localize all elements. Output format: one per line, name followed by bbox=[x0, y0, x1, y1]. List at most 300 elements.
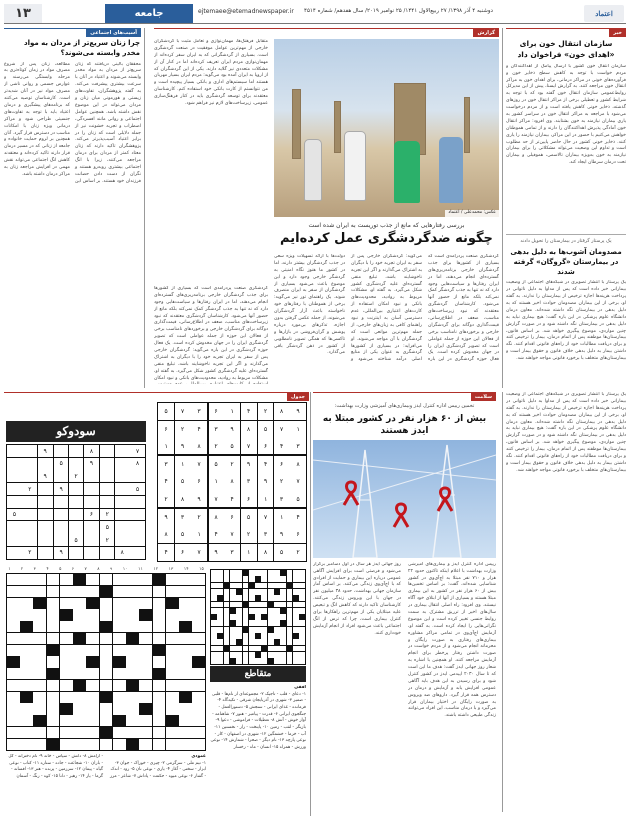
crossword-cell[interactable] bbox=[113, 645, 126, 656]
crossword-cell[interactable] bbox=[47, 574, 60, 585]
crossword-cell[interactable] bbox=[126, 727, 139, 738]
crossword-cell[interactable] bbox=[47, 680, 60, 691]
crossword-cell[interactable] bbox=[47, 586, 60, 597]
sudoku-cell[interactable] bbox=[22, 470, 37, 482]
crossword-cell[interactable] bbox=[33, 645, 46, 656]
crossword-cell[interactable] bbox=[153, 656, 166, 667]
crossword-cell[interactable] bbox=[192, 703, 205, 714]
sudoku-cell[interactable]: ۹ bbox=[53, 483, 68, 495]
crossword-cell[interactable] bbox=[192, 609, 205, 620]
crossword-block bbox=[217, 595, 223, 601]
crossword-cell[interactable] bbox=[7, 609, 20, 620]
crossword-cell[interactable] bbox=[73, 727, 86, 738]
crossword-answer-cell bbox=[211, 595, 217, 601]
crossword-cell[interactable] bbox=[73, 621, 86, 632]
crossword-block bbox=[113, 715, 126, 726]
crossword-cell[interactable] bbox=[179, 645, 192, 656]
crossword-cell[interactable] bbox=[7, 633, 20, 644]
crossword-cell[interactable] bbox=[113, 727, 126, 738]
section-email[interactable]: ejtemaee@etemadnewspaper.ir bbox=[198, 8, 294, 15]
crossword-cell[interactable] bbox=[86, 727, 99, 738]
crossword-cell[interactable] bbox=[166, 668, 179, 679]
crossword-cell[interactable] bbox=[86, 692, 99, 703]
crossword-cell[interactable] bbox=[47, 633, 60, 644]
crossword-block bbox=[60, 703, 73, 714]
crossword-cell[interactable] bbox=[139, 656, 152, 667]
crossword-cell[interactable] bbox=[139, 645, 152, 656]
crossword-cell[interactable] bbox=[113, 739, 126, 750]
crossword-cell[interactable] bbox=[86, 633, 99, 644]
crossword-cell[interactable] bbox=[100, 633, 113, 644]
crossword-cell[interactable] bbox=[179, 739, 192, 750]
crossword-cell[interactable] bbox=[100, 656, 113, 667]
crossword-cell[interactable] bbox=[7, 715, 20, 726]
crossword-cell[interactable] bbox=[126, 715, 139, 726]
crossword-cell[interactable] bbox=[179, 656, 192, 667]
crossword-cell[interactable] bbox=[20, 703, 33, 714]
crossword-cell[interactable] bbox=[179, 574, 192, 585]
crossword-cell[interactable] bbox=[179, 586, 192, 597]
crossword-cell[interactable] bbox=[153, 715, 166, 726]
crossword-cell[interactable] bbox=[153, 586, 166, 597]
crossword-cell[interactable] bbox=[166, 633, 179, 644]
crossword-cell[interactable] bbox=[113, 703, 126, 714]
crossword-cell[interactable] bbox=[153, 633, 166, 644]
sudoku-cell[interactable] bbox=[115, 509, 130, 521]
crossword-cell[interactable] bbox=[100, 739, 113, 750]
crossword-answer-cell bbox=[230, 589, 236, 595]
crossword-cell[interactable] bbox=[166, 727, 179, 738]
sudoku-cell[interactable] bbox=[84, 521, 99, 533]
crossword-cell[interactable] bbox=[153, 621, 166, 632]
sudoku-cell[interactable] bbox=[7, 496, 22, 508]
crossword-cell[interactable] bbox=[139, 668, 152, 679]
crossword-cell[interactable] bbox=[179, 727, 192, 738]
crossword-cell[interactable] bbox=[73, 668, 86, 679]
crossword-cell[interactable] bbox=[166, 680, 179, 691]
sudoku-cell[interactable] bbox=[130, 496, 145, 508]
crossword-cell[interactable] bbox=[20, 680, 33, 691]
sudoku-cell[interactable]: ۸ bbox=[115, 547, 130, 559]
crossword-cell[interactable] bbox=[7, 692, 20, 703]
sudoku-cell[interactable] bbox=[53, 509, 68, 521]
crossword-cell[interactable] bbox=[113, 668, 126, 679]
crossword-cell[interactable] bbox=[7, 574, 20, 585]
crossword-cell[interactable] bbox=[73, 703, 86, 714]
crossword-block bbox=[47, 668, 60, 679]
crossword-cell[interactable] bbox=[60, 680, 73, 691]
crossword-answer-cell bbox=[243, 652, 249, 658]
sudoku-cell[interactable]: ۹ bbox=[38, 445, 53, 457]
sudoku-cell[interactable]: ۲ bbox=[22, 547, 37, 559]
crossword-cell[interactable] bbox=[20, 633, 33, 644]
crossword-cell[interactable] bbox=[33, 692, 46, 703]
crossword-cell[interactable] bbox=[192, 739, 205, 750]
crossword-cell[interactable] bbox=[113, 609, 126, 620]
crossword-cell[interactable] bbox=[113, 574, 126, 585]
crossword-cell[interactable] bbox=[33, 703, 46, 714]
sudoku-cell[interactable] bbox=[130, 521, 145, 533]
crossword-cell[interactable] bbox=[192, 645, 205, 656]
crossword-cell[interactable] bbox=[166, 609, 179, 620]
crossword-cell[interactable] bbox=[33, 727, 46, 738]
sudoku-cell[interactable] bbox=[69, 483, 84, 495]
crossword-cell[interactable] bbox=[20, 739, 33, 750]
hospital-body-continued: یک پرستار با انتشار تصویری در شبکه‌های اجتماعی از وضعیت بیمارانی خبر داده است که پس از مداوا به دلیل ناتوانی در پرداخت هزینه‌ها اجازه ترخیص از بیمارستان را ندارند. به گفته او، برخی از این بیماران مصدومان حوادث اخیر هستند که به دلیل بدهی در بیمارستان نگه داشته شده‌اند. معاون درمان دانشگاه علوم پزشکی در این باره گفت: هیچ بیماری نباید به دلیل بدهی در بیمارستان نگه داشته شود و در صورت گزارش چنین مواردی، موضوع پیگیری خواهد شد. بر اساس قانون، بیمارستان‌ها موظفند پس از اتمام درمان، بیمار را ترخیص کنند و برای دریافت مطالبات خود از راه‌های قانونی اقدام کنند. نگه داشتن بیمار به دلیل بدهی خلاف قانون و حقوق بیمار است و بیمارستان‌های متخلف با برخورد قانونی مواجه خواهند شد. bbox=[506, 392, 626, 473]
crossword-cell[interactable] bbox=[153, 692, 166, 703]
crossword-cell[interactable] bbox=[47, 715, 60, 726]
sudoku-cell[interactable] bbox=[22, 509, 37, 521]
crossword-cell[interactable] bbox=[166, 621, 179, 632]
crossword-cell[interactable] bbox=[166, 692, 179, 703]
crossword-cell[interactable] bbox=[73, 598, 86, 609]
sudoku-cell[interactable] bbox=[84, 483, 99, 495]
crossword-block bbox=[166, 598, 179, 609]
crossword-grid[interactable] bbox=[6, 573, 206, 751]
crossword-cell[interactable] bbox=[166, 645, 179, 656]
sudoku-cell[interactable] bbox=[7, 445, 22, 457]
crossword-cell[interactable] bbox=[126, 609, 139, 620]
sudoku-cell[interactable] bbox=[84, 547, 99, 559]
sudoku-cell[interactable] bbox=[38, 483, 53, 495]
crossword-cell[interactable] bbox=[126, 668, 139, 679]
sudoku-cell[interactable]: ۸ bbox=[84, 445, 99, 457]
crossword-cell[interactable] bbox=[33, 574, 46, 585]
crossword-cell[interactable] bbox=[33, 609, 46, 620]
crossword-cell[interactable] bbox=[113, 586, 126, 597]
sudoku-cell: ۳ bbox=[191, 403, 207, 420]
crossword-answer-cell bbox=[217, 589, 223, 595]
sudoku-cell[interactable] bbox=[115, 521, 130, 533]
crossword-cell[interactable] bbox=[60, 621, 73, 632]
crossword-cell[interactable] bbox=[60, 574, 73, 585]
sudoku-cell[interactable] bbox=[99, 445, 114, 457]
crossword-cell[interactable] bbox=[7, 621, 20, 632]
crossword-cell[interactable] bbox=[153, 727, 166, 738]
sudoku-cell[interactable] bbox=[38, 458, 53, 470]
crossword-cell[interactable] bbox=[126, 645, 139, 656]
crossword-cell[interactable] bbox=[139, 692, 152, 703]
crossword-cell[interactable] bbox=[20, 715, 33, 726]
crossword-cell[interactable] bbox=[60, 633, 73, 644]
sudoku-cell[interactable] bbox=[7, 483, 22, 495]
crossword-cell[interactable] bbox=[20, 645, 33, 656]
crossword-cell[interactable] bbox=[166, 574, 179, 585]
sudoku-cell[interactable]: ۵ bbox=[69, 534, 84, 546]
crossword-cell[interactable] bbox=[100, 598, 113, 609]
crossword-cell[interactable] bbox=[153, 609, 166, 620]
crossword-cell[interactable] bbox=[7, 703, 20, 714]
crossword-cell[interactable] bbox=[100, 715, 113, 726]
crossword-cell[interactable] bbox=[192, 633, 205, 644]
sudoku-cell[interactable]: ۹ bbox=[84, 458, 99, 470]
crossword-cell[interactable] bbox=[100, 574, 113, 585]
crossword-answer-cell bbox=[261, 627, 267, 633]
sudoku-cell[interactable] bbox=[130, 547, 145, 559]
sudoku-cell[interactable] bbox=[38, 547, 53, 559]
crossword-cell[interactable] bbox=[7, 739, 20, 750]
crossword-cell[interactable] bbox=[20, 609, 33, 620]
crossword-cell[interactable] bbox=[126, 692, 139, 703]
crossword-answer-cell bbox=[211, 589, 217, 595]
sudoku-cell[interactable] bbox=[115, 483, 130, 495]
sudoku-cell[interactable] bbox=[22, 458, 37, 470]
sudoku-cell[interactable] bbox=[84, 496, 99, 508]
crossword-cell[interactable] bbox=[153, 703, 166, 714]
crossword-cell[interactable] bbox=[153, 739, 166, 750]
crossword-cell[interactable] bbox=[73, 645, 86, 656]
sudoku-cell[interactable]: ۵ bbox=[7, 509, 22, 521]
crossword-cell[interactable] bbox=[60, 656, 73, 667]
crossword-cell[interactable] bbox=[192, 727, 205, 738]
sudoku-cell: ۶ bbox=[175, 544, 191, 561]
crossword-cell[interactable] bbox=[179, 703, 192, 714]
crossword-cell[interactable] bbox=[100, 609, 113, 620]
crossword-cell[interactable] bbox=[20, 586, 33, 597]
crossword-cell[interactable] bbox=[139, 715, 152, 726]
sudoku-cell[interactable] bbox=[38, 496, 53, 508]
crossword-cell[interactable] bbox=[179, 609, 192, 620]
crossword-cell[interactable] bbox=[192, 715, 205, 726]
sudoku-cell[interactable]: ۹ bbox=[53, 547, 68, 559]
sudoku-cell[interactable] bbox=[22, 496, 37, 508]
crossword-answer-cell bbox=[230, 570, 236, 576]
crossword-cell[interactable] bbox=[33, 739, 46, 750]
sudoku-cell[interactable]: ۹ bbox=[38, 470, 53, 482]
crossword-cell[interactable] bbox=[60, 668, 73, 679]
sudoku-cell[interactable] bbox=[22, 445, 37, 457]
crossword-cell[interactable] bbox=[7, 727, 20, 738]
crossword-cell[interactable] bbox=[60, 645, 73, 656]
crossword-cell[interactable] bbox=[126, 586, 139, 597]
crossword-cell[interactable] bbox=[126, 598, 139, 609]
crossword-cell[interactable] bbox=[33, 680, 46, 691]
crossword-cell[interactable] bbox=[100, 703, 113, 714]
crossword-cell[interactable] bbox=[113, 633, 126, 644]
sudoku-cell[interactable] bbox=[99, 483, 114, 495]
sudoku-cell[interactable] bbox=[69, 521, 84, 533]
sudoku-cell[interactable]: ۷ bbox=[130, 445, 145, 457]
crossword-cell[interactable] bbox=[86, 739, 99, 750]
crossword-cell[interactable] bbox=[7, 645, 20, 656]
crossword-cell[interactable] bbox=[166, 586, 179, 597]
crossword-cell[interactable] bbox=[139, 680, 152, 691]
crossword-cell[interactable] bbox=[20, 656, 33, 667]
crossword-block bbox=[280, 570, 286, 576]
crossword-cell[interactable] bbox=[126, 574, 139, 585]
sudoku-cell[interactable] bbox=[22, 534, 37, 546]
crossword-cell[interactable] bbox=[73, 586, 86, 597]
crossword-cell[interactable] bbox=[192, 598, 205, 609]
crossword-cell[interactable] bbox=[192, 586, 205, 597]
sudoku-cell[interactable] bbox=[38, 509, 53, 521]
crossword-cell[interactable] bbox=[7, 680, 20, 691]
sudoku-cell[interactable] bbox=[130, 509, 145, 521]
crossword-cell[interactable] bbox=[139, 727, 152, 738]
crossword-cell[interactable] bbox=[60, 715, 73, 726]
crossword-cell[interactable] bbox=[100, 668, 113, 679]
crossword-cell[interactable] bbox=[47, 727, 60, 738]
sudoku-cell[interactable] bbox=[38, 521, 53, 533]
crossword-cell[interactable] bbox=[86, 703, 99, 714]
sudoku-cell[interactable] bbox=[130, 470, 145, 482]
crossword-cell[interactable] bbox=[192, 574, 205, 585]
crossword-cell[interactable] bbox=[139, 633, 152, 644]
crossword-cell[interactable] bbox=[113, 680, 126, 691]
crossword-cell[interactable] bbox=[139, 586, 152, 597]
crossword-cell[interactable] bbox=[86, 645, 99, 656]
sudoku-cell[interactable] bbox=[99, 496, 114, 508]
crossword-cell[interactable] bbox=[73, 692, 86, 703]
sudoku-cell: ۸ bbox=[158, 526, 174, 543]
crossword-cell[interactable] bbox=[86, 609, 99, 620]
crossword-cell[interactable] bbox=[166, 703, 179, 714]
crossword-cell[interactable] bbox=[60, 586, 73, 597]
sudoku-cell[interactable] bbox=[115, 470, 130, 482]
crossword-cell[interactable] bbox=[20, 574, 33, 585]
crossword-cell[interactable] bbox=[73, 609, 86, 620]
crossword-cell[interactable] bbox=[153, 680, 166, 691]
sudoku-cell[interactable]: ۶ bbox=[84, 509, 99, 521]
crossword-cell[interactable] bbox=[20, 727, 33, 738]
sudoku-cell[interactable] bbox=[115, 458, 130, 470]
sudoku-cell[interactable] bbox=[53, 445, 68, 457]
crossword-cell[interactable] bbox=[47, 621, 60, 632]
crossword-cell[interactable] bbox=[192, 692, 205, 703]
crossword-cell[interactable] bbox=[113, 621, 126, 632]
crossword-cell[interactable] bbox=[126, 703, 139, 714]
crossword-cell[interactable] bbox=[86, 574, 99, 585]
crossword-cell[interactable] bbox=[179, 668, 192, 679]
crossword-answer-cell bbox=[299, 602, 305, 608]
sudoku-cell[interactable] bbox=[53, 534, 68, 546]
crossword-cell[interactable] bbox=[86, 680, 99, 691]
crossword-cell[interactable] bbox=[47, 692, 60, 703]
crossword-cell[interactable] bbox=[179, 633, 192, 644]
crossword-cell[interactable] bbox=[179, 680, 192, 691]
sudoku-cell[interactable] bbox=[84, 534, 99, 546]
crossword-cell[interactable] bbox=[86, 715, 99, 726]
crossword-cell[interactable] bbox=[47, 609, 60, 620]
sudoku-cell[interactable] bbox=[69, 445, 84, 457]
sudoku-cell[interactable] bbox=[69, 547, 84, 559]
crossword-cell[interactable] bbox=[73, 739, 86, 750]
crossword-cell[interactable] bbox=[86, 586, 99, 597]
sudoku-cell[interactable] bbox=[69, 496, 84, 508]
crossword-cell[interactable] bbox=[139, 598, 152, 609]
crossword-cell[interactable] bbox=[153, 598, 166, 609]
sudoku-cell[interactable]: ۲ bbox=[99, 509, 114, 521]
crossword-cell[interactable] bbox=[192, 680, 205, 691]
sudoku-cell[interactable]: ۲ bbox=[69, 470, 84, 482]
crossword-answer-cell bbox=[287, 595, 293, 601]
crossword-cell[interactable] bbox=[47, 656, 60, 667]
sudoku-cell[interactable]: ۵ bbox=[53, 458, 68, 470]
crossword-cell[interactable] bbox=[100, 645, 113, 656]
sudoku-cell[interactable] bbox=[7, 470, 22, 482]
sudoku-cell[interactable] bbox=[38, 534, 53, 546]
crossword-cell[interactable] bbox=[166, 739, 179, 750]
sudoku-cell[interactable] bbox=[130, 534, 145, 546]
crossword-cell[interactable] bbox=[47, 598, 60, 609]
crossword-cell[interactable] bbox=[73, 656, 86, 667]
crossword-block bbox=[73, 680, 86, 691]
crossword-answer-grid bbox=[210, 569, 306, 665]
sudoku-cell[interactable] bbox=[99, 458, 114, 470]
crossword-cell[interactable] bbox=[179, 598, 192, 609]
sudoku-cell[interactable] bbox=[69, 509, 84, 521]
sudoku-cell[interactable] bbox=[115, 496, 130, 508]
crossword-cell[interactable] bbox=[139, 621, 152, 632]
sudoku-cell[interactable] bbox=[53, 521, 68, 533]
crossword-cell[interactable] bbox=[86, 621, 99, 632]
crossword-cell[interactable] bbox=[60, 739, 73, 750]
crossword-answer-cell bbox=[268, 652, 274, 658]
crossword-cell[interactable] bbox=[126, 621, 139, 632]
crossword-cell[interactable] bbox=[20, 598, 33, 609]
crossword-cell[interactable] bbox=[192, 668, 205, 679]
crossword-cell[interactable] bbox=[20, 668, 33, 679]
crossword-cell[interactable] bbox=[33, 656, 46, 667]
sudoku-cell[interactable]: ۲ bbox=[22, 483, 37, 495]
crossword-cell[interactable] bbox=[179, 715, 192, 726]
crossword-cell[interactable] bbox=[192, 621, 205, 632]
crossword-cell[interactable] bbox=[113, 692, 126, 703]
crossword-cell[interactable] bbox=[33, 586, 46, 597]
sudoku-cell[interactable]: ۲ bbox=[99, 534, 114, 546]
crossword-cell[interactable] bbox=[7, 668, 20, 679]
crossword-cell[interactable] bbox=[139, 574, 152, 585]
sudoku-cell[interactable] bbox=[99, 470, 114, 482]
sudoku-cell[interactable] bbox=[99, 547, 114, 559]
crossword-answer-cell bbox=[249, 576, 255, 582]
sudoku-grid[interactable] bbox=[6, 444, 146, 560]
crossword-cell[interactable] bbox=[60, 692, 73, 703]
crossword-cell[interactable] bbox=[126, 656, 139, 667]
crossword-cell[interactable] bbox=[33, 668, 46, 679]
crossword-cell[interactable] bbox=[73, 715, 86, 726]
crossword-cell[interactable] bbox=[47, 703, 60, 714]
crossword-cell[interactable] bbox=[166, 656, 179, 667]
sudoku-cell: ۲ bbox=[208, 438, 224, 455]
sudoku-cell[interactable] bbox=[84, 470, 99, 482]
sudoku-cell[interactable] bbox=[69, 458, 84, 470]
crossword-cell[interactable] bbox=[113, 598, 126, 609]
crossword-cell[interactable] bbox=[60, 598, 73, 609]
sudoku-cell[interactable] bbox=[53, 470, 68, 482]
crossword-cell[interactable] bbox=[33, 633, 46, 644]
sudoku-cell[interactable] bbox=[115, 445, 130, 457]
crossword-cell[interactable] bbox=[33, 621, 46, 632]
sudoku-cell[interactable] bbox=[7, 458, 22, 470]
sudoku-cell[interactable] bbox=[7, 521, 22, 533]
crossword-cell[interactable] bbox=[86, 668, 99, 679]
sudoku-cell[interactable] bbox=[7, 547, 22, 559]
sudoku-cell[interactable] bbox=[22, 521, 37, 533]
sudoku-cell[interactable]: ۵ bbox=[130, 483, 145, 495]
crossword-answer-cell bbox=[280, 646, 286, 652]
sudoku-cell[interactable]: ۵ bbox=[99, 521, 114, 533]
sudoku-cell[interactable] bbox=[53, 496, 68, 508]
crossword-cell[interactable] bbox=[139, 739, 152, 750]
sudoku-cell[interactable]: ۸ bbox=[130, 458, 145, 470]
crossword-cell[interactable] bbox=[7, 586, 20, 597]
crossword-cell[interactable] bbox=[60, 727, 73, 738]
crossword-cell[interactable] bbox=[7, 598, 20, 609]
crossword-cell[interactable] bbox=[100, 680, 113, 691]
sudoku-cell[interactable] bbox=[7, 534, 22, 546]
sudoku-cell[interactable] bbox=[115, 534, 130, 546]
